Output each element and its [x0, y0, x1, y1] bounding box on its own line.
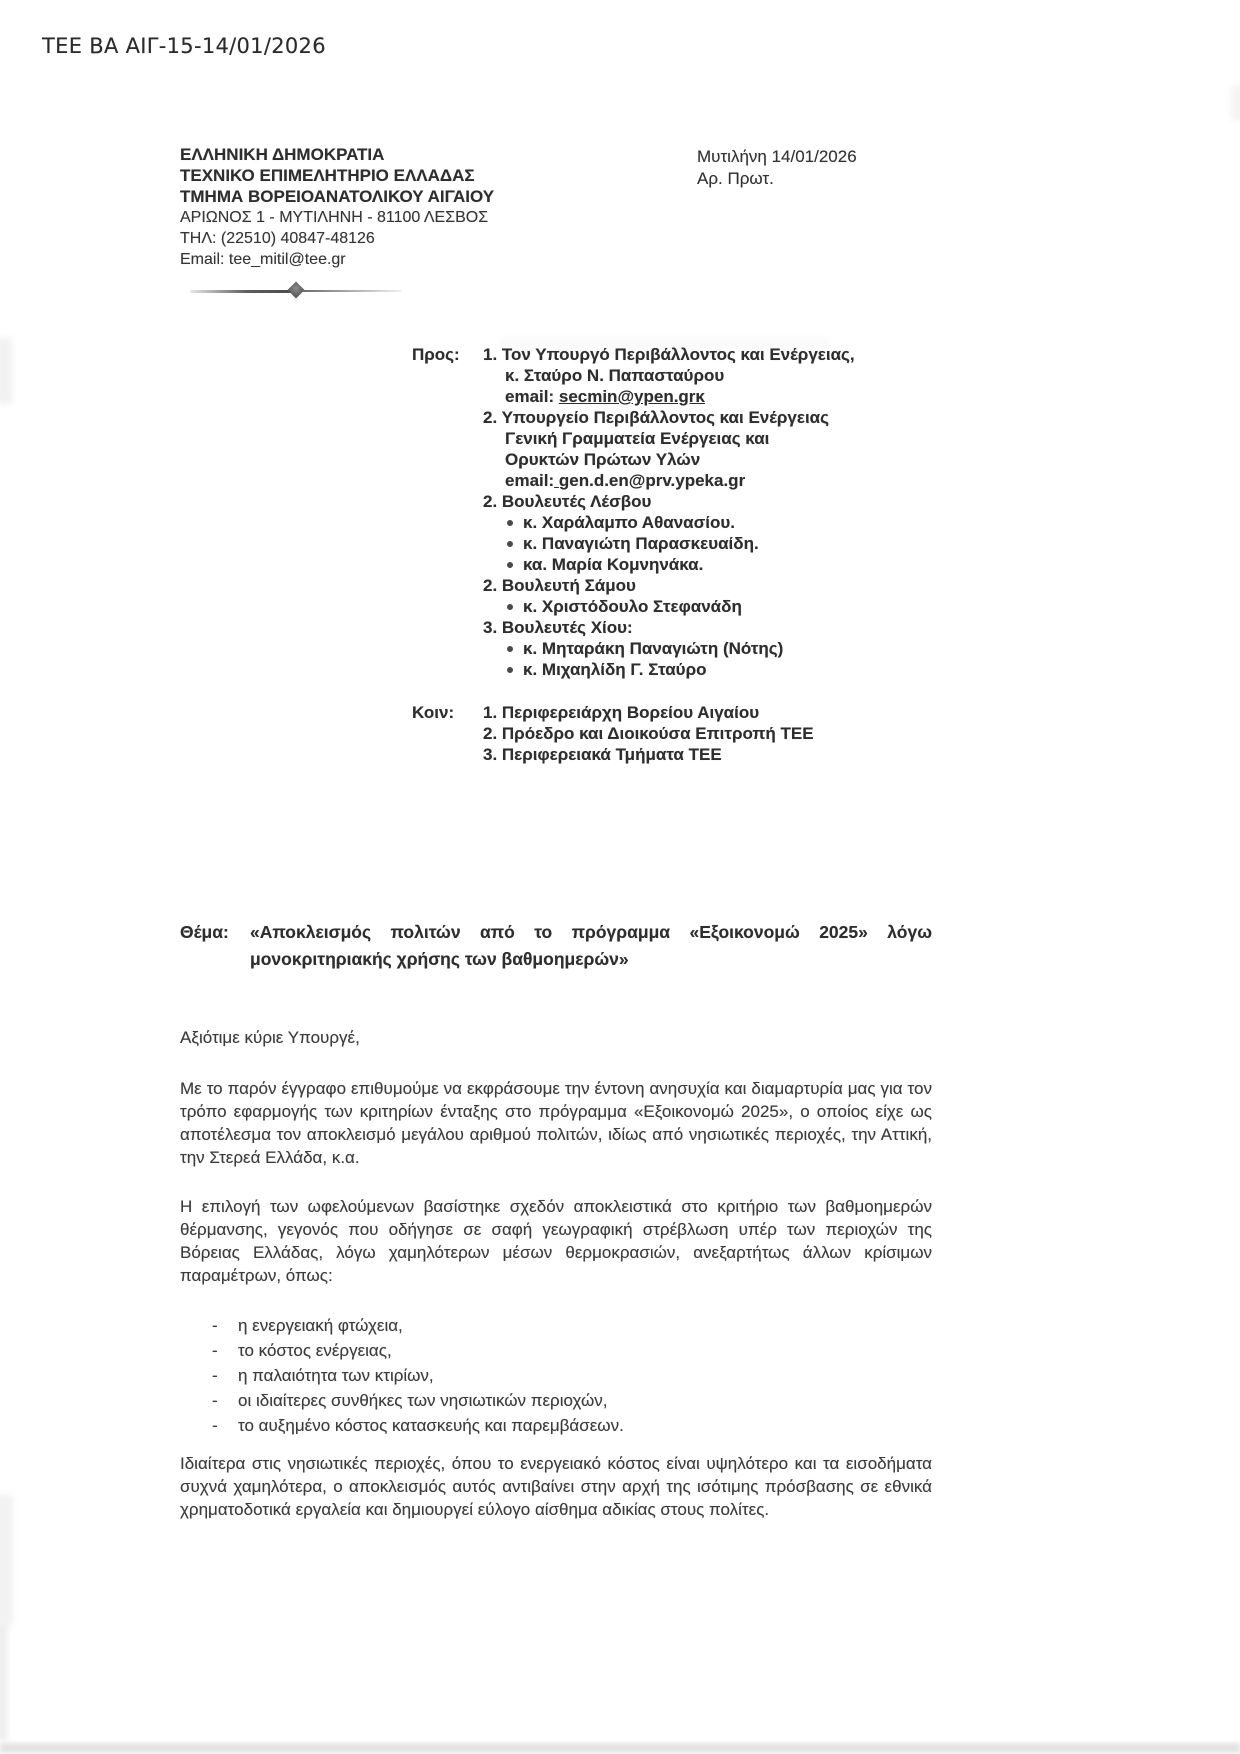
dash-marker-icon: -	[212, 1341, 218, 1360]
recipient-line: 2. Βουλευτή Σάμου	[483, 576, 636, 595]
greeting: Αξιότιμε κύριε Υπουργέ,	[180, 1028, 360, 1047]
sender-org-line: ΕΛΛΗΝΙΚΗ ΔΗΜΟΚΡΑΤΙΑ	[180, 145, 385, 164]
subject-block	[180, 919, 932, 973]
protocol-number-label: Αρ. Πρωτ.	[697, 169, 774, 188]
sender-letterhead	[180, 144, 494, 270]
criteria-item: - το αυξημένο κόστος κατασκευής και παρεμβάσεων.	[180, 1413, 932, 1438]
recipient-line: κ. Παναγιώτη Παρασκευαίδη.	[483, 533, 855, 554]
sender-org-line: ΤΕΧΝΙΚΟ ΕΠΙΜΕΛΗΤΗΡΙΟ ΕΛΛΑΔΑΣ	[180, 166, 475, 185]
sender-detail-lines	[180, 207, 494, 270]
bullet-dot-icon	[507, 604, 513, 610]
recipient-line: κ. Μιχαηλίδη Γ. Σταύρο	[483, 659, 855, 680]
cc-label: Κοιν:	[412, 703, 455, 722]
subject-label: Θέμα:	[180, 922, 229, 942]
separator-line-right	[302, 290, 402, 292]
cc-list	[483, 702, 814, 765]
separator-line-left	[190, 290, 294, 293]
scan-artifact	[0, 1495, 13, 1625]
recipient-line: Γενική Γραμματεία Ενέργειας και	[505, 429, 770, 448]
cc-block	[412, 702, 814, 765]
sender-detail-line: ΤΗΛ: (22510) 40847-48126	[180, 230, 375, 247]
recipient-line: κ. Χριστόδουλο Στεφανάδη	[483, 596, 855, 617]
sender-detail-line: ΑΡΙΩΝΟΣ 1 - ΜΥΤΙΛΗΝΗ - 81100 ΛΕΣΒΟΣ	[180, 209, 489, 226]
paragraph-2: Η επιλογή των ωφελούμενων βασίστηκε σχεδόν αποκλειστικά στο κριτήριο των βαθμοημερών θέρμανσης, γεγονός που οδήγησε σε σαφή γεωγραφική στρέβλωση υπέρ των περιοχών της Βόρειας Ελλάδας, λόγω χαμηλότερων μέσων θερμοκρασιών, ανεξαρτήτως άλλων κρίσιμων παραμέτρων, όπως:	[180, 1197, 932, 1285]
cc-line: 3. Περιφερειακά Τμήματα ΤΕΕ	[483, 745, 722, 764]
criteria-item: - το κόστος ενέργειας,	[180, 1338, 932, 1363]
recipient-line: 2. Βουλευτές Λέσβου	[483, 492, 652, 511]
cc-line: 2. Πρόεδρο και Διοικούσα Επιτροπή ΤΕΕ	[483, 724, 814, 743]
recipient-line: 1. Τον Υπουργό Περιβάλλοντος και Ενέργειας,	[483, 345, 855, 364]
dash-marker-icon: -	[212, 1316, 218, 1335]
recipient-line: κ. Μηταράκη Παναγιώτη (Νότης)	[483, 638, 855, 659]
to-label: Προς:	[412, 345, 460, 364]
date-protocol-block	[697, 146, 857, 190]
underlined-email-text: secmin@ypen.grκ	[558, 387, 705, 406]
bullet-dot-icon	[507, 562, 513, 568]
dash-marker-icon: -	[212, 1366, 218, 1385]
bullet-dot-icon	[507, 667, 513, 673]
scan-artifact	[0, 338, 12, 404]
dash-marker-icon: -	[212, 1416, 218, 1435]
criteria-item: - η παλαιότητα των κτιρίων,	[180, 1363, 932, 1388]
scan-artifact	[1231, 86, 1240, 120]
bullet-dot-icon	[507, 646, 513, 652]
recipient-line: Ορυκτών Πρώτων Υλών	[505, 450, 701, 469]
criteria-item: - η ενεργειακή φτώχεια,	[180, 1313, 932, 1338]
recipient-line: κ. Χαράλαμπο Αθανασίου.	[483, 512, 855, 533]
sender-detail-line: Email: tee_mitil@tee.gr	[180, 251, 346, 268]
decorative-separator	[190, 283, 402, 299]
paragraph-3: Ιδιαίτερα στις νησιωτικές περιοχές, όπου το ενεργειακό κόστος είναι υψηλότερο και τα εισοδήματα συχνά χαμηλότερα, ο αποκλεισμός αυτός αντιβαίνει στην αρχή της ισότιμης πρόσβασης σε εθνικά χρηματοδοτικά εργαλεία και δημιουργεί εύλογο αίσθημα αδικίας στους πολίτες.	[180, 1454, 932, 1519]
subject-text: «Αποκλεισμός πολιτών από το πρόγραμμα «Εξοικονομώ 2025» λόγω μονοκριτηριακής χρήσης των βαθμοημερών»	[250, 922, 932, 969]
protocol-stamp: ΤΕΕ ΒΑ ΑΙΓ-15-14/01/2026	[42, 34, 326, 58]
criteria-list	[180, 1313, 932, 1438]
recipient-line: κα. Μαρία Κομνηνάκα.	[483, 554, 855, 575]
letter-body	[180, 1026, 932, 1547]
recipient-line: email: secmin@ypen.grκ	[505, 387, 705, 406]
scan-artifact	[0, 1625, 8, 1740]
bullet-dot-icon	[507, 541, 513, 547]
recipients-block	[412, 344, 855, 680]
city-date: Μυτιλήνη 14/01/2026	[697, 147, 857, 166]
recipient-line: κ. Σταύρο Ν. Παπασταύρου	[505, 366, 725, 385]
bullet-dot-icon	[507, 520, 513, 526]
dash-marker-icon: -	[212, 1391, 218, 1410]
recipient-line: 3. Βουλευτές Χίου:	[483, 618, 633, 637]
paragraph-1: Με το παρόν έγγραφο επιθυμούμε να εκφράσουμε την έντονη ανησυχία και διαμαρτυρία μας για τον τρόπο εφαρμογής των κριτηρίων ένταξης στο πρόγραμμα «Εξοικονομώ 2025», ο οποίος είχε ως αποτέλεσμα τον αποκλεισμό μεγάλου αριθμού πολιτών, ιδίως από νησιωτικές περιοχές, την Αττική, την Στερεά Ελλάδα, κ.α.	[180, 1079, 932, 1167]
to-list	[483, 344, 855, 680]
sender-org-lines	[180, 144, 494, 207]
underlined-email-text	[554, 471, 559, 490]
criteria-item: - οι ιδιαίτερες συνθήκες των νησιωτικών περιοχών,	[180, 1388, 932, 1413]
recipient-line: email: gen.d.en@prv.ypeka.gr	[505, 471, 746, 490]
cc-line: 1. Περιφερειάρχη Βορείου Αιγαίου	[483, 703, 760, 722]
recipient-line: 2. Υπουργείο Περιβάλλοντος και Ενέργειας	[483, 408, 829, 427]
scan-artifact	[0, 1743, 1240, 1753]
sender-org-line: ΤΜΗΜΑ ΒΟΡΕΙΟΑΝΑΤΟΛΙΚΟΥ ΑΙΓΑΙΟΥ	[180, 187, 495, 206]
